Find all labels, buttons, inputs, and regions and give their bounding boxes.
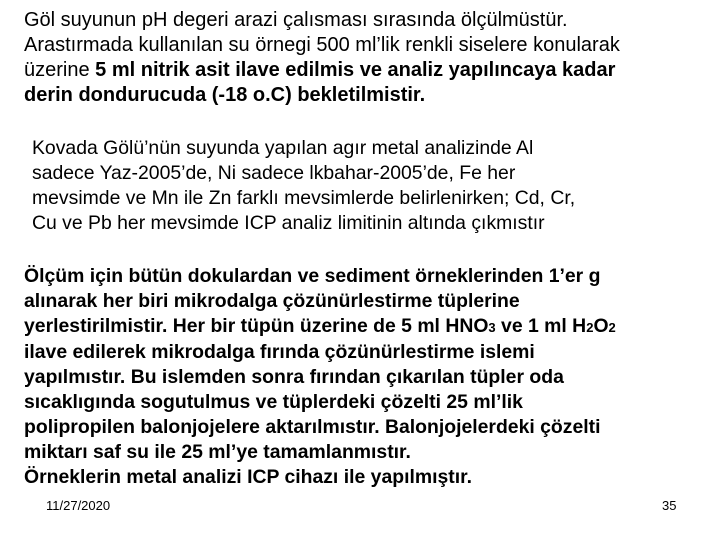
text-line: sıcaklıgında sogutulmus ve tüplerdeki çözelti 25 ml’lik bbox=[24, 391, 523, 413]
text-line: Göl suyunun pH degeri arazi çalısması sırasında ölçülmüstür. bbox=[24, 9, 568, 31]
paragraph-sample-preparation bbox=[24, 264, 718, 490]
text-line: alınarak her biri mikrodalga çözünürlestirme tüplerine bbox=[24, 290, 520, 312]
text-span: yerlestirilmistir. Her bir tüpün üzerine de 5 ml HNO bbox=[24, 315, 489, 337]
text-span: ve 1 ml H bbox=[495, 315, 587, 337]
subscript: 2 bbox=[608, 320, 616, 335]
text-line: miktarı saf su ile 25 ml’ye tamamlanmıstır. bbox=[24, 441, 411, 463]
text-span: üzerine bbox=[24, 59, 96, 81]
text-line: yapılmıstır. Bu islemden sonra fırından çıkarılan tüpler oda bbox=[24, 366, 564, 388]
text-line: polipropilen balonjojelere aktarılmıstır. Balonjojelerdeki çözelti bbox=[24, 416, 601, 438]
footer-date: 11/27/2020 bbox=[46, 498, 111, 513]
text-line: mevsimde ve Mn ile Zn farklı mevsimlerde belirlenirken; Cd, Cr, bbox=[32, 187, 576, 209]
text-line: Arastırmada kullanılan su örnegi 500 ml’lik renkli siselere konularak bbox=[24, 34, 620, 56]
text-line: Örneklerin metal analizi ICP cihazı ile yapılmıştır. bbox=[24, 466, 472, 488]
paragraph-ph-measurement bbox=[24, 8, 714, 108]
subscript: 3 bbox=[488, 320, 496, 335]
page-number: 35 bbox=[662, 498, 677, 513]
text-line: Kovada Gölü’nün suyunda yapılan agır metal analizinde Al bbox=[32, 137, 534, 159]
text-span-bold: 5 ml nitrik asit ilave edilmis ve analiz yapılıncaya kadar bbox=[95, 59, 616, 81]
text-line bbox=[24, 58, 714, 83]
text-span: O bbox=[593, 315, 609, 337]
text-line: Ölçüm için bütün dokulardan ve sediment örneklerinden 1’er g bbox=[24, 265, 601, 287]
text-line: Cu ve Pb her mevsimde ICP analiz limitinin altında çıkmıstır bbox=[32, 212, 545, 234]
subscript: 2 bbox=[586, 320, 594, 335]
text-line: derin dondurucuda (-18 o.C) bekletilmistir. bbox=[24, 84, 426, 106]
paragraph-heavy-metal-results bbox=[32, 136, 712, 236]
text-line: ilave edilerek mikrodalga fırında çözünürlestirme islemi bbox=[24, 341, 535, 363]
text-line bbox=[24, 314, 718, 340]
text-line: sadece Yaz-2005’de, Ni sadece lkbahar-2005’de, Fe her bbox=[32, 162, 516, 184]
